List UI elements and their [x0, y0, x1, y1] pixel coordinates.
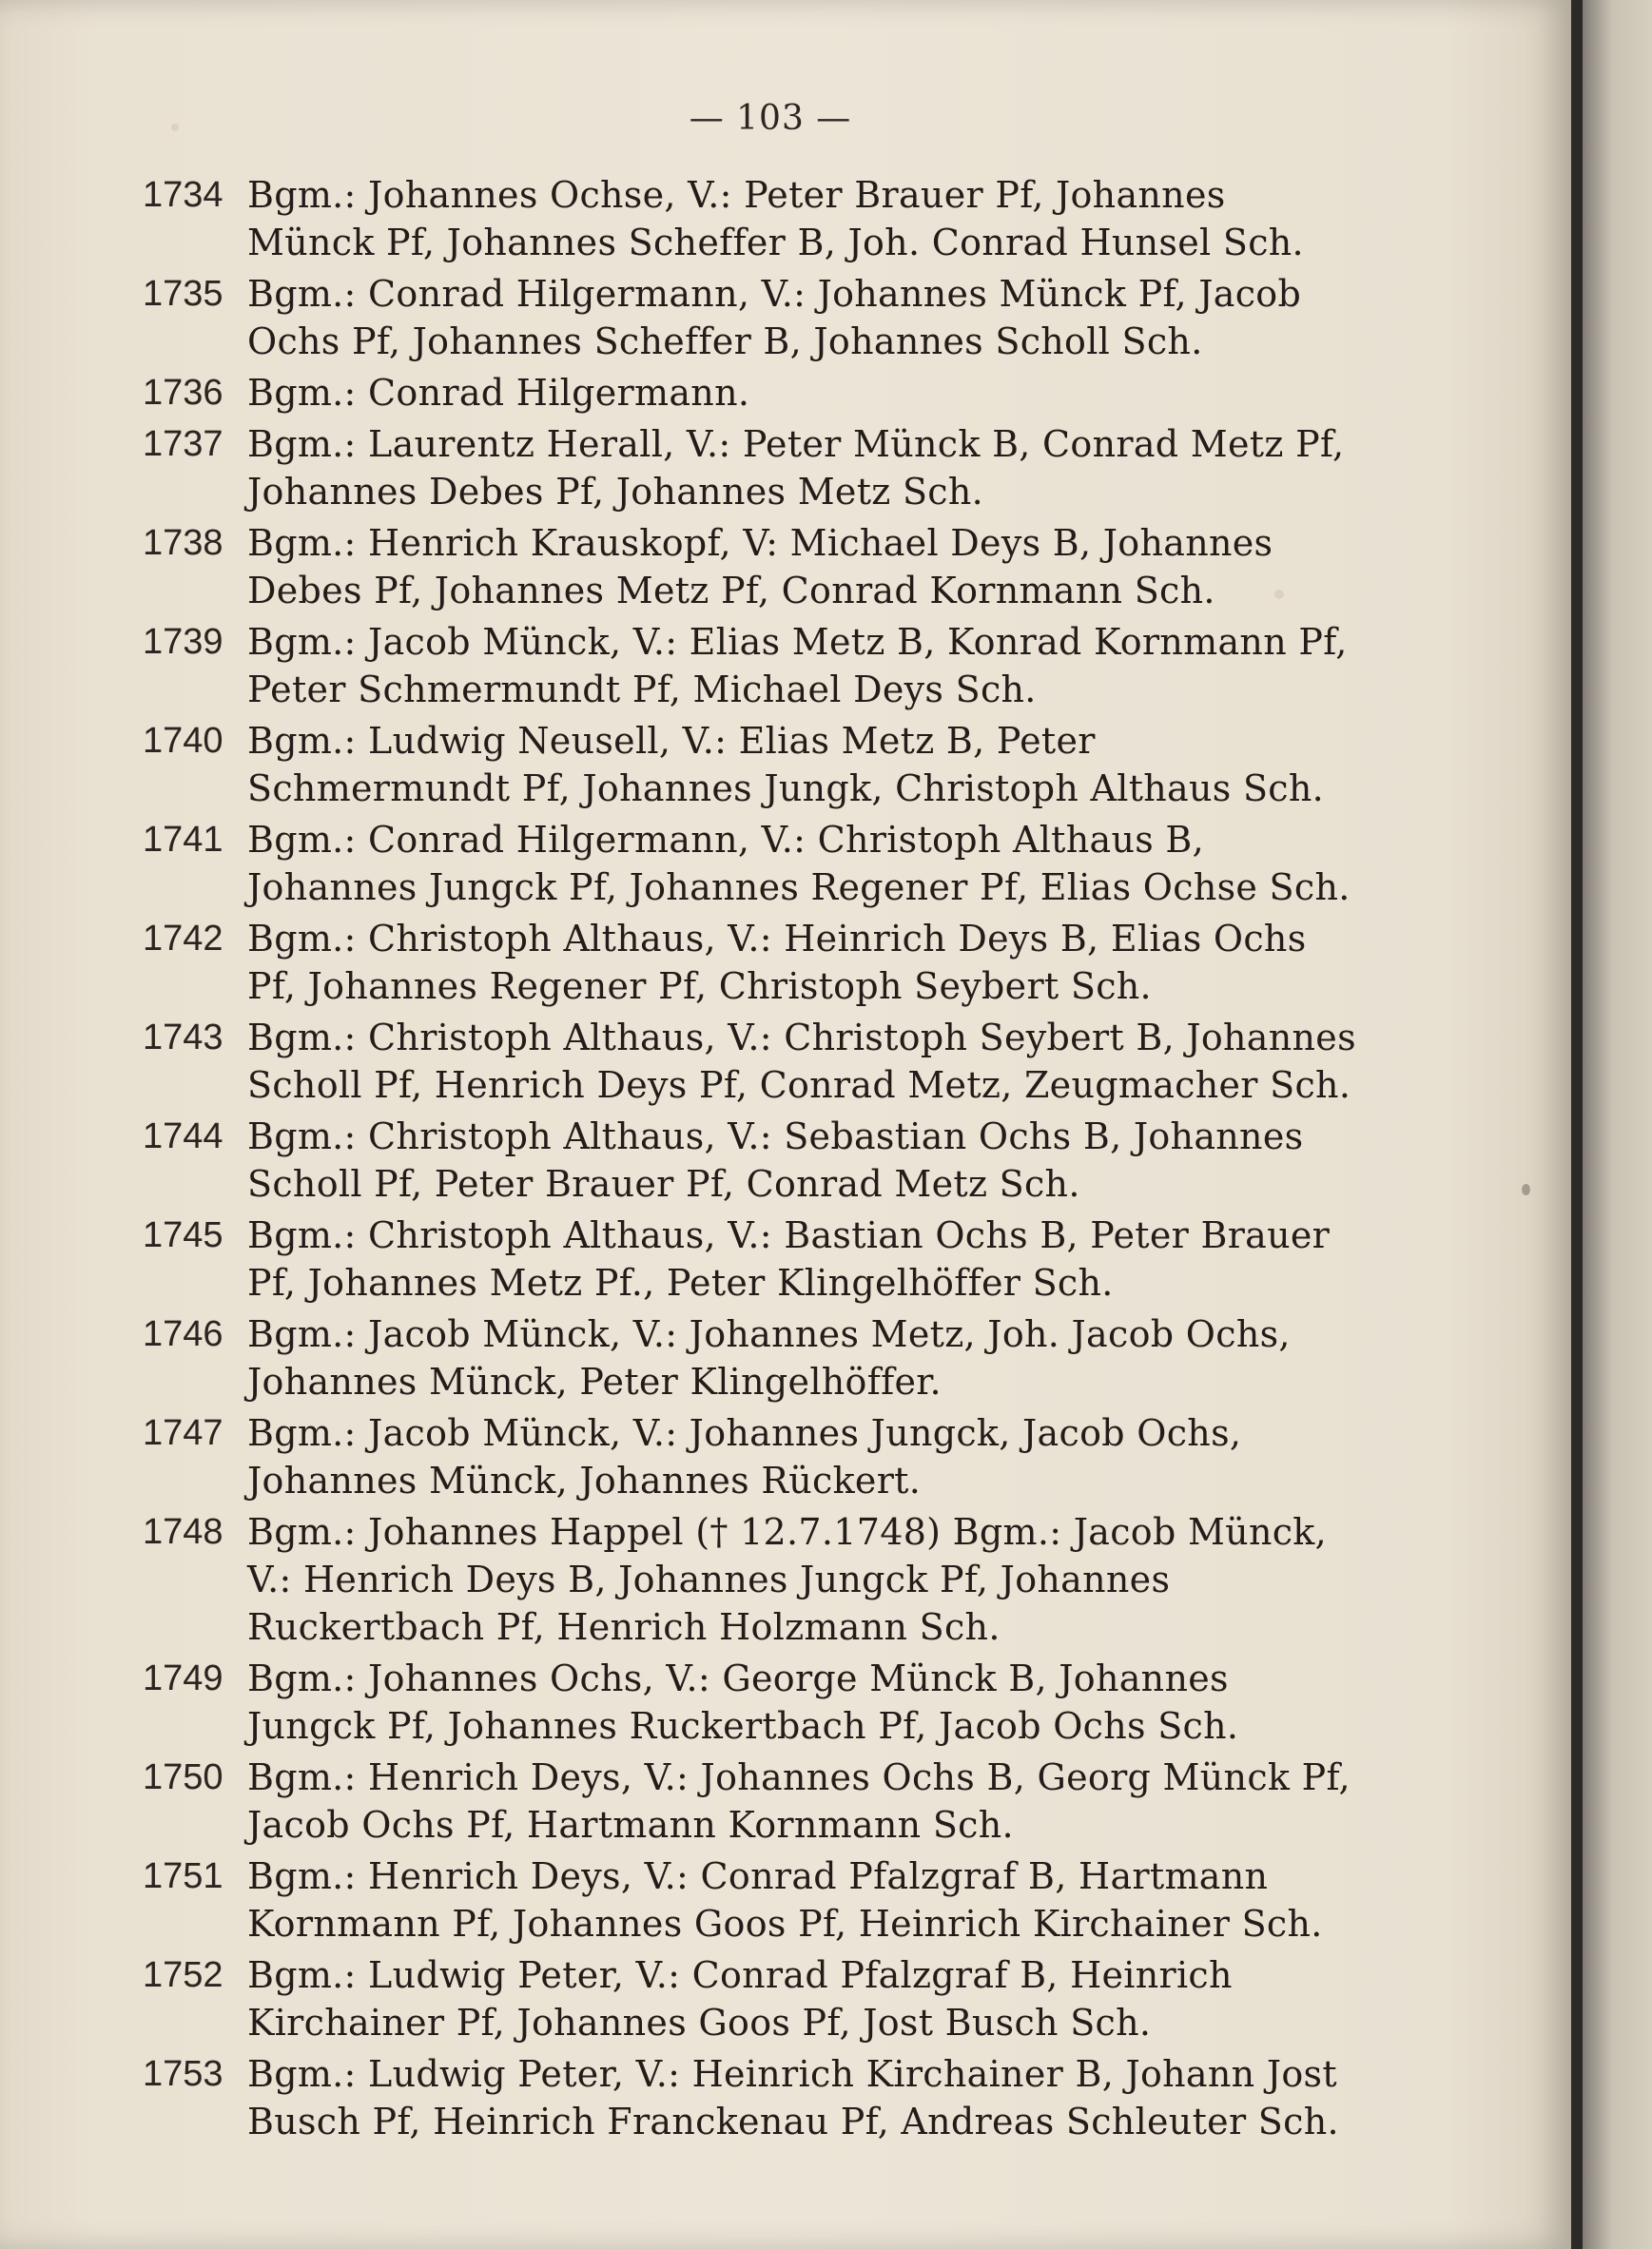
list-item	[143, 270, 1360, 365]
entry-text: Bgm.: Henrich Deys, V.: Johannes Ochs B, Georg Münck Pf, Jacob Ochs Pf, Hartmann Kornmann Sch.	[247, 1756, 1351, 1846]
entry-text: Bgm.: Johannes Happel († 12.7.1748) Bgm.: Jacob Münck, V.: Henrich Deys B, Johannes Jungck Pf, Johannes Ruckertbach Pf, Henrich Holzmann Sch.	[247, 1511, 1328, 1648]
entry-year: 1736	[143, 373, 224, 413]
list-item	[143, 816, 1360, 911]
entry-year: 1737	[143, 424, 224, 464]
list-item	[143, 171, 1360, 266]
entry-text: Bgm.: Jacob Münck, V.: Johannes Jungck, Jacob Ochs, Johannes Münck, Johannes Rückert.	[247, 1412, 1242, 1502]
entry-text: Bgm.: Laurentz Herall, V.: Peter Münck B, Conrad Metz Pf, Johannes Debes Pf, Johannes Metz Sch.	[247, 423, 1345, 513]
entry-text: Bgm.: Christoph Althaus, V.: Heinrich Deys B, Elias Ochs Pf, Johannes Regener Pf, Christoph Seybert Sch.	[247, 918, 1307, 1007]
list-item	[143, 369, 1360, 417]
entry-year: 1742	[143, 919, 224, 959]
list-item	[143, 1310, 1360, 1406]
entry-year: 1744	[143, 1116, 224, 1156]
entry-year: 1746	[143, 1314, 224, 1354]
list-item	[143, 618, 1360, 713]
list-item	[143, 1754, 1360, 1849]
paper-stain	[1522, 1184, 1530, 1195]
entry-text: Bgm.: Henrich Krauskopf, V: Michael Deys B, Johannes Debes Pf, Johannes Metz Pf, Conrad Kornmann Sch.	[247, 522, 1273, 611]
adjacent-page-edge	[1571, 0, 1652, 2249]
list-item	[143, 1212, 1360, 1307]
entry-year: 1738	[143, 523, 224, 563]
entry-year: 1745	[143, 1215, 224, 1255]
book-gutter	[1571, 0, 1583, 2249]
list-item	[143, 1508, 1360, 1651]
entry-year: 1752	[143, 1955, 224, 1995]
entry-text: Bgm.: Conrad Hilgermann, V.: Johannes Münck Pf, Jacob Ochs Pf, Johannes Scheffer B, Johannes Scholl Sch.	[247, 273, 1302, 362]
entry-year: 1741	[143, 820, 224, 860]
entry-year: 1749	[143, 1658, 224, 1698]
entry-text: Bgm.: Johannes Ochse, V.: Peter Brauer Pf, Johannes Münck Pf, Johannes Scheffer B, Joh. Conrad Hunsel Sch.	[247, 174, 1304, 263]
list-item	[143, 1655, 1360, 1750]
list-item	[143, 915, 1360, 1010]
entry-text: Bgm.: Jacob Münck, V.: Johannes Metz, Joh. Jacob Ochs, Johannes Münck, Peter Klingelhöffer.	[247, 1313, 1291, 1403]
entry-year: 1753	[143, 2054, 224, 2094]
list-item	[143, 1113, 1360, 1208]
entry-text: Bgm.: Ludwig Neusell, V.: Elias Metz B, Peter Schmermundt Pf, Johannes Jungk, Christoph Althaus Sch.	[247, 720, 1325, 809]
entry-year: 1750	[143, 1757, 224, 1797]
entry-text: Bgm.: Jacob Münck, V.: Elias Metz B, Konrad Kornmann Pf, Peter Schmermundt Pf, Michael Deys Sch.	[247, 621, 1348, 710]
entry-year: 1747	[143, 1413, 224, 1453]
entry-text: Bgm.: Henrich Deys, V.: Conrad Pfalzgraf B, Hartmann Kornmann Pf, Johannes Goos Pf, Heinrich Kirchainer Sch.	[247, 1855, 1323, 1945]
entry-text: Bgm.: Ludwig Peter, V.: Conrad Pfalzgraf B, Heinrich Kirchainer Pf, Johannes Goos Pf, Jost Busch Sch.	[247, 1954, 1233, 2044]
list-item	[143, 1852, 1360, 1948]
entry-text: Bgm.: Christoph Althaus, V.: Bastian Ochs B, Peter Brauer Pf, Johannes Metz Pf., Peter Klingelhöffer Sch.	[247, 1214, 1331, 1304]
list-item	[143, 1014, 1360, 1109]
entry-text: Bgm.: Ludwig Peter, V.: Heinrich Kirchainer B, Johann Jost Busch Pf, Heinrich Franckenau Pf, Andreas Schleuter Sch.	[247, 2053, 1339, 2142]
entry-text: Bgm.: Conrad Hilgermann.	[247, 372, 750, 414]
list-item	[143, 1951, 1360, 2046]
list-item	[143, 2050, 1360, 2145]
entry-year: 1739	[143, 622, 224, 662]
entry-text: Bgm.: Christoph Althaus, V.: Sebastian Ochs B, Johannes Scholl Pf, Peter Brauer Pf, Conrad Metz Sch.	[247, 1115, 1304, 1205]
entry-text: Bgm.: Conrad Hilgermann, V.: Christoph Althaus B, Johannes Jungck Pf, Johannes Regener Pf, Elias Ochse Sch.	[247, 819, 1351, 908]
entry-list	[143, 171, 1360, 2149]
entry-year: 1743	[143, 1018, 224, 1057]
entry-year: 1734	[143, 175, 224, 215]
entry-text: Bgm.: Johannes Ochs, V.: George Münck B, Johannes Jungck Pf, Johannes Ruckertbach Pf, Jacob Ochs Sch.	[247, 1658, 1239, 1747]
entry-year: 1735	[143, 274, 224, 314]
page-number: — 103 —	[689, 99, 852, 138]
list-item	[143, 519, 1360, 614]
list-item	[143, 1409, 1360, 1504]
list-item	[143, 420, 1360, 515]
list-item	[143, 717, 1360, 812]
entry-year: 1751	[143, 1856, 224, 1896]
entry-year: 1740	[143, 721, 224, 761]
entry-year: 1748	[143, 1512, 224, 1552]
entry-text: Bgm.: Christoph Althaus, V.: Christoph Seybert B, Johannes Scholl Pf, Henrich Deys Pf, Conrad Metz, Zeugmacher Sch.	[247, 1017, 1356, 1106]
